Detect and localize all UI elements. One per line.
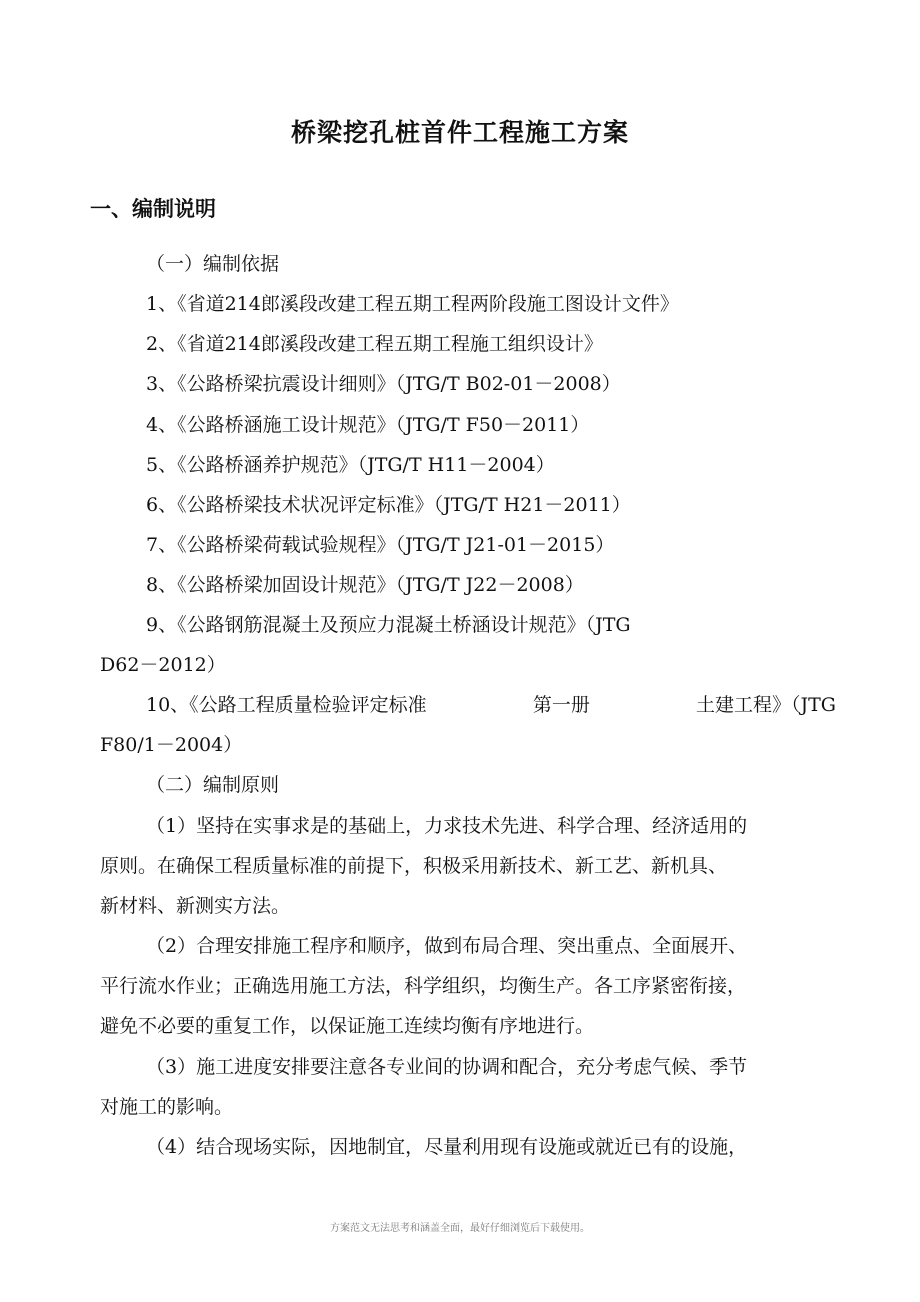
basis-item-8: 8、《公路桥梁加固设计规范》（JTG/T J22－2008） bbox=[146, 574, 584, 596]
principle-2-line-1: （2）合理安排施工程序和顺序，做到布局合理、突出重点、全面展开、 bbox=[146, 935, 748, 957]
principle-1-line-3: 新材料、新测实方法。 bbox=[100, 895, 291, 917]
basis-item-1: 1、《省道214郎溪段改建工程五期工程两阶段施工图设计文件》 bbox=[146, 293, 679, 315]
principle-3-line-2: 对施工的影响。 bbox=[100, 1096, 234, 1118]
basis-item-9-continuation: D62－2012） bbox=[100, 654, 226, 676]
basis-item-2: 2、《省道214郎溪段改建工程五期工程施工组织设计》 bbox=[146, 333, 603, 355]
basis-item-10-part-b: 第一册 bbox=[532, 694, 590, 716]
principle-1-line-1: （1）坚持在实事求是的基础上，力求技术先进、科学合理、经济适用的 bbox=[146, 815, 748, 837]
basis-item-7: 7、《公路桥梁荷载试验规程》（JTG/T J21-01－2015） bbox=[146, 534, 615, 556]
basis-item-10 bbox=[146, 691, 836, 719]
footer-note: 方案范文无法思考和涵盖全面，最好仔细浏览后下载使用。 bbox=[330, 1223, 590, 1234]
document-title: 桥梁挖孔桩首件工程施工方案 bbox=[290, 118, 629, 147]
principle-3-line-1: （3）施工进度安排要注意各专业间的协调和配合，充分考虑气候、季节 bbox=[146, 1056, 748, 1078]
subsection-heading-principles: （二）编制原则 bbox=[146, 774, 280, 796]
principle-1-line-2: 原则。在确保工程质量标准的前提下，积极采用新技术、新工艺、新机具、 bbox=[100, 855, 728, 877]
basis-item-9: 9、《公路钢筋混凝土及预应力混凝土桥涵设计规范》（JTG bbox=[146, 614, 631, 636]
section-heading: 一、编制说明 bbox=[90, 196, 216, 221]
basis-item-6: 6、《公路桥梁技术状况评定标准》（JTG/T H21－2011） bbox=[146, 494, 631, 516]
principle-2-line-3: 避免不必要的重复工作，以保证施工连续均衡有序地进行。 bbox=[100, 1015, 595, 1037]
subsection-heading-basis: （一）编制依据 bbox=[146, 253, 280, 275]
basis-item-10-continuation: F80/1－2004） bbox=[100, 734, 243, 756]
basis-item-4: 4、《公路桥涵施工设计规范》（JTG/T F50－2011） bbox=[146, 414, 590, 436]
principle-2-line-2: 平行流水作业；正确选用施工方法，科学组织，均衡生产。各工序紧密衔接， bbox=[100, 975, 747, 997]
principle-4-line-1: （4）结合现场实际，因地制宜，尽量利用现有设施或就近已有的设施， bbox=[146, 1136, 748, 1158]
basis-item-3: 3、《公路桥梁抗震设计细则》（JTG/T B02-01－2008） bbox=[146, 373, 621, 395]
basis-item-10-part-a: 10、《公路工程质量检验评定标准 bbox=[146, 694, 427, 716]
basis-item-5: 5、《公路桥涵养护规范》（JTG/T H11－2004） bbox=[146, 454, 555, 476]
basis-item-10-part-c: 土建工程》（JTG bbox=[696, 694, 836, 716]
